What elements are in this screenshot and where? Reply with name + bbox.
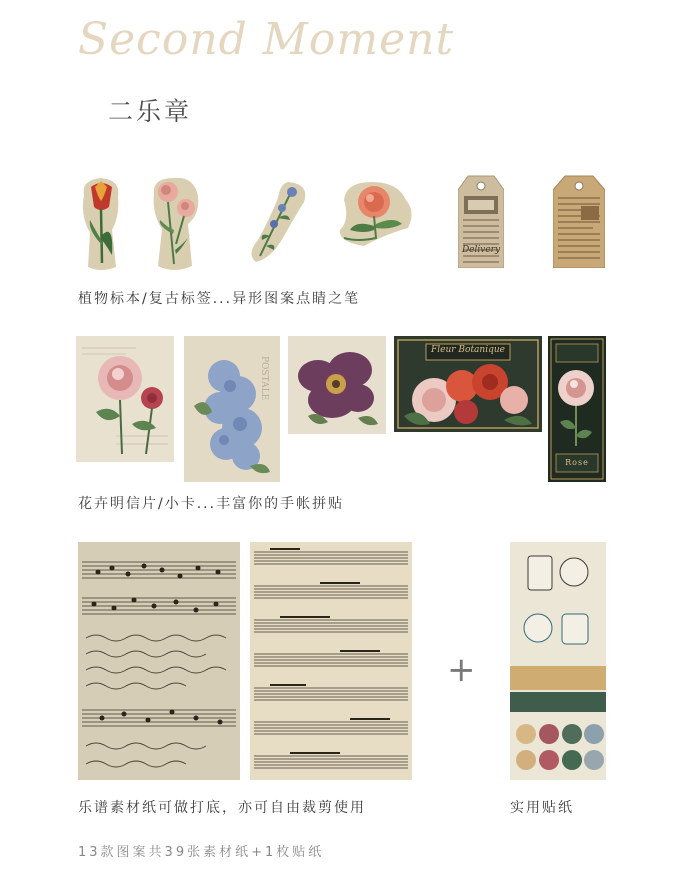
fleur-botanique-postcard	[394, 336, 542, 432]
hydrangea-postcard	[184, 336, 280, 482]
fleur-botanique-label: Fleur Botanique	[431, 345, 505, 355]
blue-flower-sticker	[248, 178, 312, 266]
rose-label-postcard	[548, 336, 606, 482]
sticker-dot-7	[562, 750, 582, 770]
rose-postcard	[76, 336, 174, 462]
row2-caption: 花卉明信片/小卡...丰富你的手帐拼贴	[78, 496, 345, 512]
sticker-dot-3	[562, 724, 582, 744]
music-sheet-paper-1	[78, 542, 240, 780]
music-sheet-paper-2	[250, 542, 412, 780]
plus-sign: +	[447, 650, 476, 690]
row3-caption: 乐谱素材纸可做打底，亦可自由裁剪使用	[78, 800, 366, 816]
row1-caption: 植物标本/复古标签...异形图案点睛之笔	[78, 291, 361, 307]
sticker-sheet	[510, 542, 606, 780]
svg-text:POSTALE: POSTALE	[259, 356, 269, 401]
carnation-sticker	[148, 174, 204, 274]
coral-flower-sticker	[336, 180, 418, 248]
vintage-tag-1	[458, 174, 504, 268]
sticker-dot-2	[539, 724, 559, 744]
sticker-dot-5	[516, 750, 536, 770]
purple-flower-postcard	[288, 336, 386, 434]
tulip-sticker	[76, 175, 126, 273]
sticker-dot-4	[584, 724, 604, 744]
sticker-dot-1	[516, 724, 536, 744]
sticker-dot-6	[539, 750, 559, 770]
brand-script-title: Second Moment	[78, 14, 455, 65]
rose-label: Rose	[565, 458, 589, 467]
footer-summary: 13款图案共39张素材纸+1枚贴纸	[78, 845, 325, 860]
page-subtitle: 二乐章	[108, 97, 193, 126]
svg-text:Delivery: Delivery	[461, 245, 501, 255]
sticker-caption: 实用贴纸	[510, 800, 574, 816]
vintage-tag-2	[553, 174, 605, 268]
sticker-dot-8	[584, 750, 604, 770]
